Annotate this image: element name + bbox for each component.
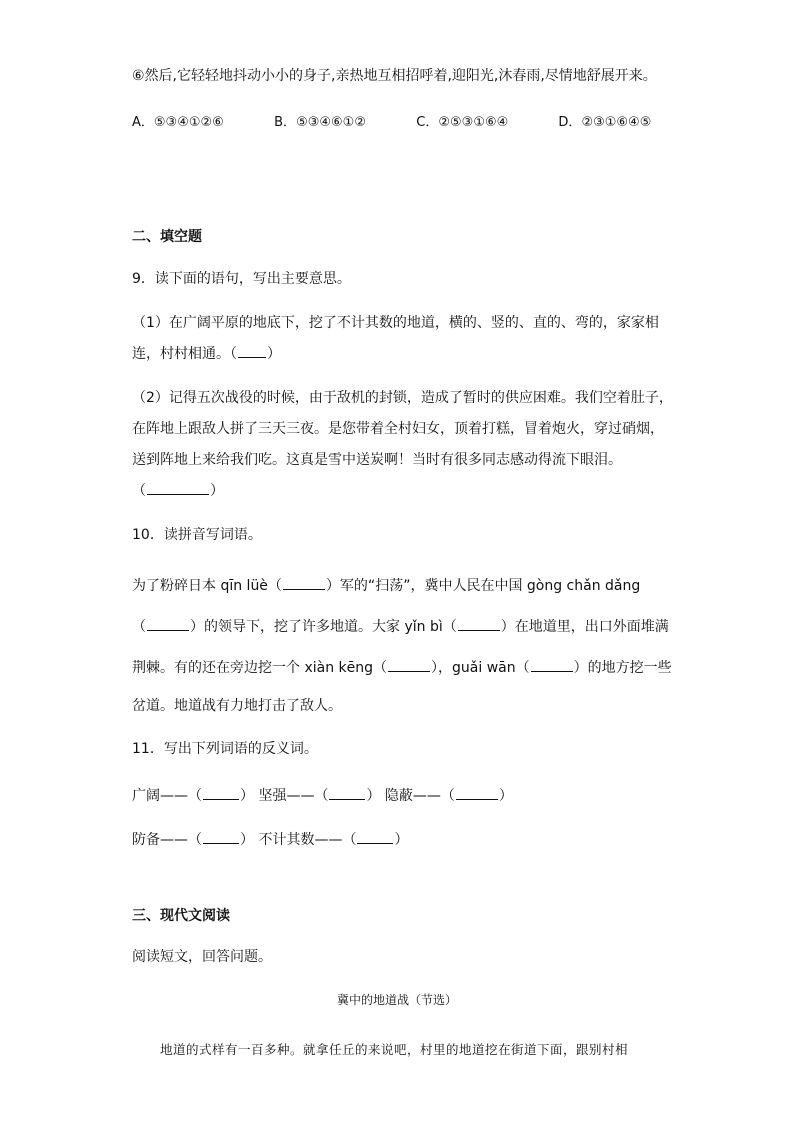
q9-part2-line1: （2）记得五次战役的时候，由于敌机的封锁，造成了暂时的供应困难。我们空着肚子， (132, 390, 673, 406)
q9-part1-line1: （1）在广阔平原的地底下，挖了不计其数的地道，横的、竖的、直的、弯的，家家相 (132, 315, 659, 331)
q8-choices (132, 111, 651, 130)
passage-first-line: 地道的式样有一百多种。就拿任丘的来说吧，村里的地道挖在街道下面，跟别村相 (160, 1042, 629, 1057)
answer-blank[interactable] (456, 785, 498, 800)
answer-blank[interactable] (147, 480, 209, 495)
q10-line1: 为了粉碎日本 qīn lüè（ ）军的“扫荡”，冀中人民在中国 gòng chǎn dǎng (132, 575, 640, 596)
q9-part2-line4: （ ） (132, 480, 224, 501)
choice-a[interactable]: A．⑤③④①②⑥ (132, 115, 224, 130)
answer-blank[interactable] (203, 829, 239, 844)
q11-row2: 防备——（ ） 不计其数——（ ） (132, 829, 408, 850)
answer-blank[interactable] (531, 657, 573, 672)
q9-part1-line2: 连，村村相通。（ ） (132, 343, 281, 364)
answer-blank[interactable] (283, 575, 325, 590)
answer-blank[interactable] (238, 343, 266, 358)
q8-sentence-6: ⑥然后,它轻轻地抖动小小的身子,亲热地互相招呼着,迎阳光,沐春雨,尽情地舒展开来。 (132, 68, 657, 84)
q11-row1: 广阔——（ ） 坚强——（ ） 隐蔽——（ ） (132, 785, 513, 806)
q11-stem: 11．写出下列词语的反义词。 (132, 741, 318, 757)
answer-blank[interactable] (147, 616, 189, 631)
choice-b[interactable]: B．⑤③④⑥①② (274, 115, 366, 130)
q9-part2-line2: 在阵地上跟敌人拼了三天三夜。是您带着全村妇女，顶着打糕，冒着炮火，穿过硝烟， (132, 421, 664, 437)
answer-blank[interactable] (203, 785, 239, 800)
answer-blank[interactable] (357, 829, 393, 844)
q10-line2: （ ）的领导下，挖了许多地道。大家 yǐn bì（ ）在地道里，出口外面堆满 (132, 616, 669, 637)
q10-line3: 荆棘。有的还在旁边挖一个 xiàn kēng（ ），guǎi wān（ ）的地方挖一些 (132, 657, 672, 678)
answer-blank[interactable] (388, 657, 430, 672)
choice-c[interactable]: C．②⑤③①⑥④ (416, 115, 509, 130)
choice-d[interactable]: D．②③①⑥④⑤ (558, 115, 652, 130)
section-title-reading: 三、现代文阅读 (132, 908, 230, 924)
q10-line4: 岔道。地道战有力地打击了敌人。 (132, 698, 342, 714)
q9-part2-line3: 送到阵地上来给我们吃。这真是雪中送炭啊！当时有很多同志感动得流下眼泪。 (132, 452, 622, 468)
q10-stem: 10．读拼音写词语。 (132, 527, 262, 543)
section-title-fill-in: 二、填空题 (132, 229, 202, 245)
reading-instruction: 阅读短文，回答问题。 (132, 949, 272, 965)
answer-blank[interactable] (329, 785, 365, 800)
answer-blank[interactable] (458, 616, 500, 631)
passage-title: 冀中的地道战（节选） (336, 993, 457, 1007)
q9-stem: 9．读下面的语句，写出主要意思。 (132, 271, 351, 287)
